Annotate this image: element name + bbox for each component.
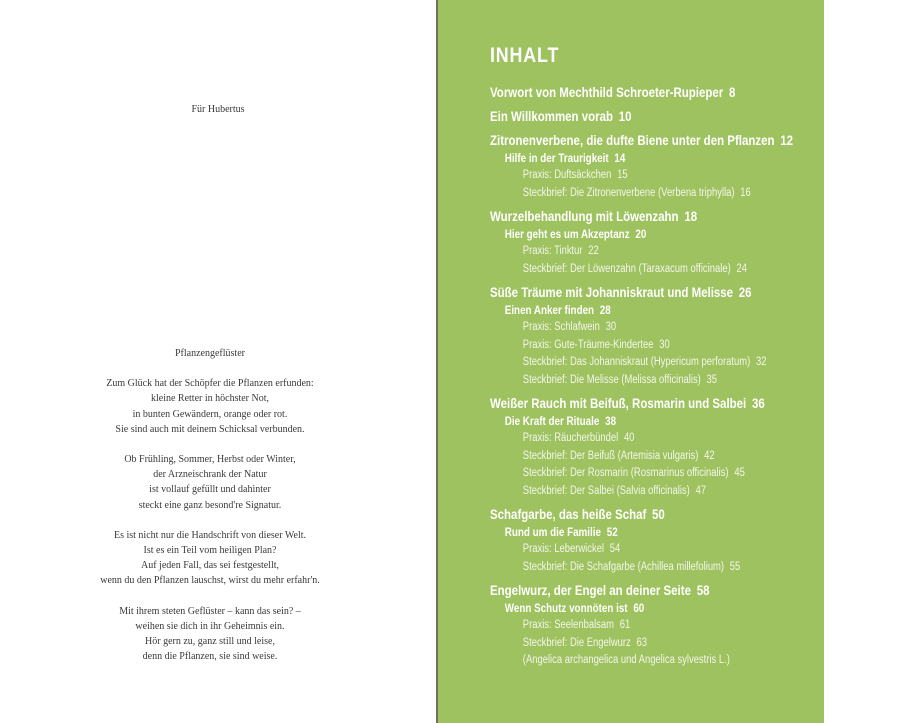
poem-line: der Arzneischrank der Natur (153, 469, 267, 481)
toc-entry-title: Steckbrief: Die Melisse (Melissa officinalis) (522, 373, 701, 386)
toc-entry-title: Zitronenverbene, die dufte Biene unter den Pflanzen (490, 132, 775, 148)
toc-entry-level-3 (490, 483, 818, 501)
toc-entry-level-3 (490, 354, 818, 372)
toc-title: INHALT (490, 44, 560, 67)
toc-entry-title: Praxis: Schlafwein (522, 321, 600, 333)
toc-entry-page: 12 (780, 132, 794, 148)
toc-entry-level-1 (490, 206, 818, 226)
poem-stanza (0, 528, 420, 589)
toc-entry-page: 36 (751, 395, 765, 411)
toc-entry-level-1 (490, 282, 818, 302)
toc-entry-page: 58 (696, 582, 710, 598)
toc-entry-title: Rund um die Familie (504, 525, 601, 539)
poem-line: Es ist nicht nur die Handschrift von dieser Welt. (113, 529, 307, 541)
toc-entry-title: Praxis: Duftsäckchen (522, 169, 612, 181)
toc-entry-title: (Angelica archangelica und Angelica sylvestris L.) (522, 654, 730, 666)
toc-entry-page: 55 (729, 560, 741, 573)
toc-entry-page: 26 (738, 284, 752, 300)
toc-entry-title: Engelwurz, der Engel an deiner Seite (490, 582, 691, 598)
toc-entry-level-1 (490, 130, 818, 150)
toc-entry-page: 40 (623, 432, 635, 444)
poem-line: denn die Pflanzen, sie sind weise. (142, 651, 278, 663)
toc-entry-page: 45 (734, 467, 745, 479)
toc-entry-level-3 (490, 559, 818, 577)
toc-entry-page: 28 (599, 303, 611, 317)
poem-stanza (0, 376, 420, 437)
toc-entry-page: 15 (617, 169, 628, 181)
toc-entry-level-3 (490, 185, 818, 203)
toc-entry-title: Hier geht es um Akzeptanz (504, 227, 630, 241)
toc-entry-page: 8 (728, 84, 736, 100)
poem-line: Zum Glück hat der Schöpfer die Pflanzen erfunden: (106, 378, 314, 390)
toc-entry-title: Steckbrief: Der Rosmarin (Rosmarinus officinalis) (522, 467, 729, 479)
toc-entry-level-1 (490, 393, 818, 413)
toc-entry-page: 16 (740, 186, 751, 199)
toc-entry-page: 24 (736, 262, 747, 275)
toc-entry-page: 30 (659, 338, 670, 351)
toc-entry-page: 14 (614, 151, 626, 165)
toc-entry-level-3 (490, 465, 818, 483)
toc-entry-title: Steckbrief: Die Engelwurz (522, 636, 631, 649)
poem-line: Ob Frühling, Sommer, Herbst oder Winter, (124, 454, 296, 466)
toc-entry-level-2 (490, 600, 818, 617)
toc-entry-page: 18 (684, 208, 698, 224)
toc-entry-level-1 (490, 504, 818, 524)
toc-entry-level-3 (490, 617, 818, 635)
poem-title: Pflanzengeflüster (175, 348, 245, 359)
toc-entry-title: Steckbrief: Das Johanniskraut (Hypericum perforatum) (522, 356, 751, 368)
toc-entry-title: Praxis: Räucherbündel (522, 432, 619, 444)
toc-entry-page: 42 (704, 449, 715, 462)
toc-list (490, 82, 824, 670)
toc-entry-page: 54 (609, 543, 621, 555)
toc-entry-level-3 (490, 652, 818, 670)
toc-entry-level-1 (490, 82, 818, 102)
toc-entry-page: 61 (619, 619, 631, 631)
poem (0, 346, 420, 679)
toc-entry-title: Weißer Rauch mit Beifuß, Rosmarin und Salbei (490, 395, 747, 411)
toc-entry-level-2 (490, 524, 818, 541)
poem-line: ist vollauf gefüllt und dahinter (149, 484, 271, 496)
poem-line: Sie sind auch mit deinem Schicksal verbunden. (115, 423, 305, 435)
toc-entry-level-1 (490, 106, 818, 126)
toc-entry-page: 10 (618, 108, 632, 124)
poem-stanza (0, 604, 420, 665)
toc-entry-level-3 (490, 372, 818, 390)
toc-entry-level-1 (490, 580, 818, 600)
poem-line: Ist es ein Teil vom heiligen Plan? (143, 545, 277, 557)
poem-line: Hör gern zu, ganz still und leise, (145, 636, 275, 648)
toc-entry-level-3 (490, 337, 818, 355)
toc-entry-page: 32 (756, 356, 767, 368)
poem-line: weihen sie dich in ihr Geheimnis ein. (135, 620, 285, 632)
toc-entry-title: Wurzelbehandlung mit Löwenzahn (490, 208, 679, 224)
toc-entry-title: Ein Willkommen vorab (490, 108, 614, 124)
toc-entry-page: 30 (605, 321, 617, 333)
toc-entry-level-3 (490, 243, 818, 261)
toc-entry-title: Einen Anker finden (504, 303, 595, 317)
toc-entry-level-2 (490, 150, 818, 167)
toc-entry-title: Steckbrief: Der Beifuß (Artemisia vulgaris) (522, 449, 699, 462)
toc-entry-level-3 (490, 319, 818, 337)
toc-entry-level-2 (490, 302, 818, 319)
poem-line: Mit ihrem steten Geflüster – kann das sein? – (119, 605, 301, 617)
toc-entry-page: 47 (695, 484, 707, 497)
toc-entry-page: 35 (706, 373, 718, 386)
toc-entry-title: Praxis: Tinktur (522, 245, 583, 257)
toc-entry-page: 63 (636, 636, 648, 649)
toc-entry-level-3 (490, 261, 818, 279)
poem-line: Auf jeden Fall, das sei festgestellt, (140, 560, 280, 572)
toc-entry-title: Schafgarbe, das heiße Schaf (490, 506, 647, 522)
poem-line: wenn du den Pflanzen lauschst, wirst du mehr erfahr'n. (100, 575, 320, 587)
toc-page (438, 0, 824, 723)
toc-entry-title: Die Kraft der Rituale (504, 414, 600, 428)
toc-entry-title: Wenn Schutz vonnöten ist (504, 601, 628, 615)
toc-entry-title: Steckbrief: Die Schafgarbe (Achillea millefolium) (522, 560, 725, 573)
toc-entry-title: Steckbrief: Die Zitronenverbene (Verbena triphylla) (522, 186, 735, 199)
toc-entry-title: Praxis: Leberwickel (522, 543, 605, 555)
toc-entry-page: 60 (633, 601, 645, 615)
toc-entry-title: Praxis: Gute-Träume-Kindertee (522, 338, 654, 351)
toc-entry-level-2 (490, 226, 818, 243)
toc-entry-title: Steckbrief: Der Salbei (Salvia officinalis) (522, 484, 690, 497)
page-margin (824, 0, 904, 723)
toc-entry-page: 20 (635, 227, 647, 241)
toc-entry-title: Steckbrief: Der Löwenzahn (Taraxacum officinale) (522, 262, 731, 275)
toc-entry-title: Süße Träume mit Johanniskraut und Melisse (490, 284, 734, 300)
toc-entry-level-3 (490, 541, 818, 559)
toc-entry-level-3 (490, 430, 818, 448)
dedication: Für Hubertus (191, 104, 245, 115)
toc-entry-title: Hilfe in der Traurigkeit (504, 151, 609, 165)
poem-line: kleine Retter in höchster Not, (150, 393, 270, 405)
toc-entry-title: Vorwort von Mechthild Schroeter-Rupieper (490, 84, 724, 100)
toc-entry-page: 52 (606, 525, 618, 539)
toc-entry-level-3 (490, 167, 818, 185)
poem-line: steckt eine ganz besond're Signatur. (138, 499, 282, 511)
toc-entry-level-3 (490, 448, 818, 466)
toc-entry-page: 50 (652, 506, 665, 522)
poem-line: in bunten Gewändern, orange oder rot. (132, 408, 288, 420)
toc-entry-page: 22 (588, 245, 599, 257)
toc-entry-title: Praxis: Seelenbalsam (522, 619, 615, 631)
poem-stanza (0, 452, 420, 513)
toc-entry-page: 38 (605, 414, 617, 428)
left-page (0, 0, 436, 723)
toc-entry-level-3 (490, 635, 818, 653)
toc-entry-level-2 (490, 413, 818, 430)
